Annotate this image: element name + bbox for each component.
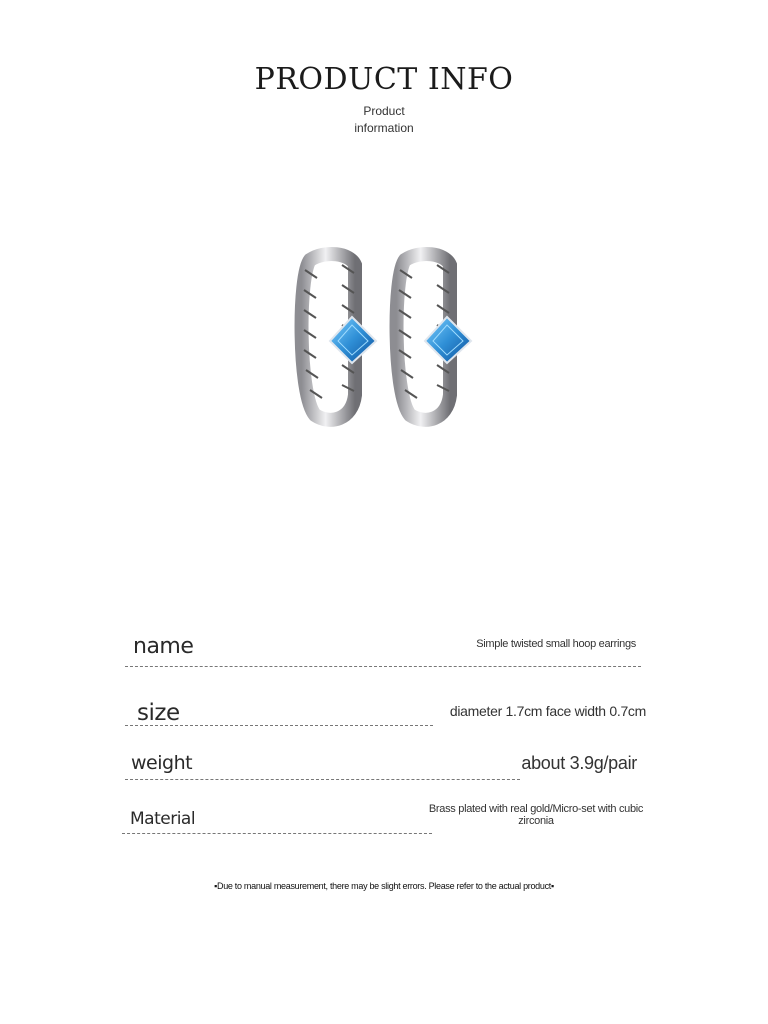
spec-value-size: diameter 1.7cm face width 0.7cm (449, 703, 646, 719)
page-title: PRODUCT INFO (254, 62, 514, 97)
spec-value-material (426, 803, 646, 827)
spec-label-size: size (137, 700, 180, 726)
right-earring (397, 254, 471, 420)
note-bullet-icon: ▪ (214, 881, 217, 891)
spec-value-material-line-2: zirconia (518, 815, 554, 827)
subtitle-line-2: information (354, 121, 414, 135)
page-subtitle (0, 103, 768, 137)
spec-label-weight: weight (131, 752, 193, 774)
earrings-product-image (280, 245, 490, 430)
spec-label-name: name (133, 634, 194, 659)
measurement-note (0, 881, 768, 891)
spec-value-weight: about 3.9g/pair (521, 753, 637, 773)
spec-label-material: Material (130, 809, 196, 829)
spec-divider (125, 725, 433, 726)
subtitle-line-1: Product (363, 104, 405, 118)
spec-divider (122, 833, 432, 834)
spec-divider (125, 666, 641, 667)
spec-value-name: Simple twisted small hoop earrings (476, 638, 636, 650)
note-text: Due to manual measurement, there may be slight errors. Please refer to the actual product (217, 881, 551, 891)
note-bullet-icon: ▪ (550, 881, 554, 891)
spec-divider (125, 779, 520, 780)
left-earring (302, 254, 376, 420)
spec-value-material-line-1: Brass plated with real gold/Micro-set with cubic (428, 803, 644, 815)
